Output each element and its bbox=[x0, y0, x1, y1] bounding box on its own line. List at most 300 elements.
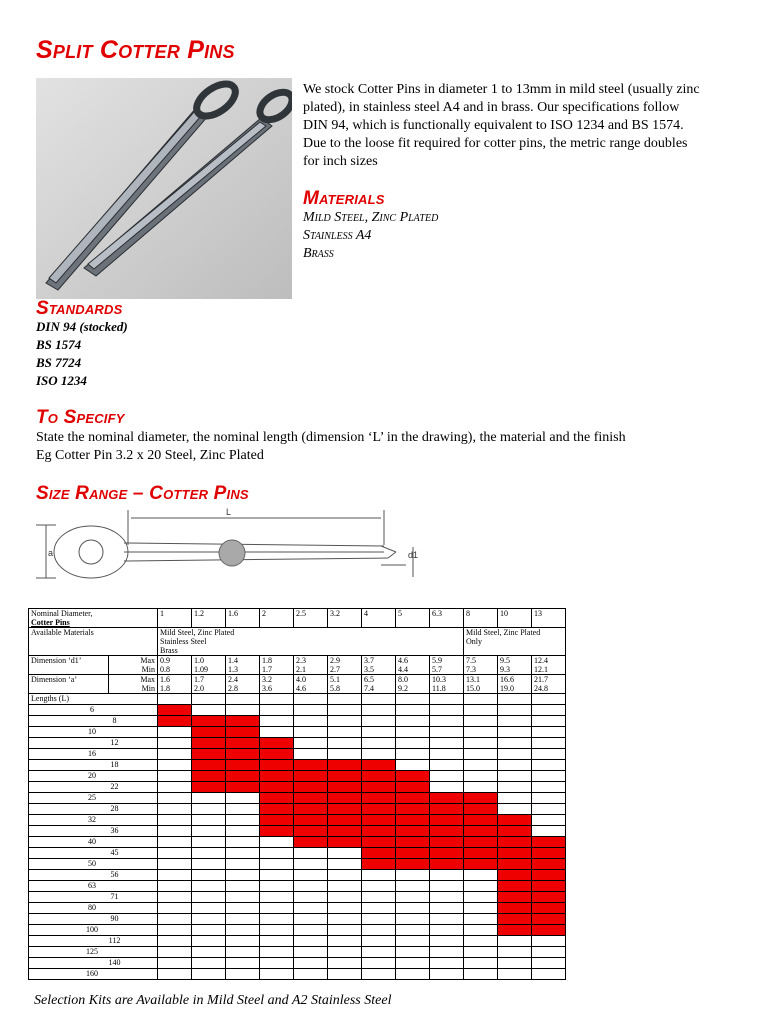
empty-cell bbox=[464, 727, 498, 738]
available-cell bbox=[260, 738, 294, 749]
available-cell bbox=[498, 859, 532, 870]
available-cell bbox=[226, 738, 260, 749]
material-item: Stainless A4 bbox=[303, 228, 372, 243]
empty-cell bbox=[226, 859, 260, 870]
length-row bbox=[29, 892, 566, 903]
length-label bbox=[29, 760, 158, 771]
available-cell bbox=[362, 837, 396, 848]
dimension-value bbox=[396, 656, 430, 675]
available-cell bbox=[498, 925, 532, 936]
min-value: 4.6 bbox=[296, 684, 306, 693]
max-value: 5.1 bbox=[330, 675, 340, 684]
empty-cell bbox=[498, 705, 532, 716]
empty-cell bbox=[328, 925, 362, 936]
available-cell bbox=[226, 782, 260, 793]
available-cell bbox=[294, 826, 328, 837]
diameter-cell: 5 bbox=[396, 609, 430, 628]
empty-cell bbox=[532, 749, 566, 760]
empty-cell bbox=[260, 903, 294, 914]
empty-cell bbox=[464, 771, 498, 782]
available-cell bbox=[192, 749, 226, 760]
empty-cell bbox=[158, 870, 192, 881]
max-value: 1.6 bbox=[160, 675, 170, 684]
max-value: 5.9 bbox=[432, 656, 442, 665]
length-row bbox=[29, 749, 566, 760]
length-label bbox=[29, 793, 158, 804]
available-cell bbox=[430, 859, 464, 870]
diameter-cell: 4 bbox=[362, 609, 396, 628]
empty-cell bbox=[532, 793, 566, 804]
available-cell bbox=[294, 793, 328, 804]
length-row bbox=[29, 705, 566, 716]
empty-cell bbox=[532, 804, 566, 815]
available-cell bbox=[294, 760, 328, 771]
min-value: 5.7 bbox=[432, 665, 442, 674]
dimension-value bbox=[294, 675, 328, 694]
empty-cell bbox=[192, 969, 226, 980]
available-cell bbox=[498, 892, 532, 903]
length-row bbox=[29, 848, 566, 859]
empty-cell bbox=[532, 969, 566, 980]
length-row bbox=[29, 837, 566, 848]
available-cell bbox=[328, 815, 362, 826]
dimension-value bbox=[260, 656, 294, 675]
available-cell bbox=[328, 793, 362, 804]
available-cell bbox=[192, 760, 226, 771]
length-row bbox=[29, 826, 566, 837]
length-label bbox=[29, 958, 158, 969]
empty-cell bbox=[464, 958, 498, 969]
empty-cell bbox=[362, 947, 396, 958]
min-label: Min bbox=[141, 684, 155, 693]
empty-cell bbox=[396, 738, 430, 749]
available-cell bbox=[260, 771, 294, 782]
min-value: 15.0 bbox=[466, 684, 480, 693]
length-value: 56 bbox=[110, 870, 119, 879]
empty-cell bbox=[260, 837, 294, 848]
empty-cell bbox=[158, 914, 192, 925]
empty-cell bbox=[226, 837, 260, 848]
empty-cell bbox=[328, 903, 362, 914]
available-cell bbox=[260, 826, 294, 837]
dimension-d1-label: Dimension ‘d1’ bbox=[29, 656, 109, 675]
empty-cell bbox=[498, 804, 532, 815]
empty-cell bbox=[430, 936, 464, 947]
empty-cell bbox=[464, 903, 498, 914]
available-cell bbox=[328, 837, 362, 848]
specify-example: Eg Cotter Pin 3.2 x 20 Steel, Zinc Plated bbox=[36, 448, 264, 463]
available-cell bbox=[430, 826, 464, 837]
available-cell bbox=[192, 716, 226, 727]
empty-cell bbox=[192, 925, 226, 936]
diameter-cell: 10 bbox=[498, 609, 532, 628]
empty-cell bbox=[498, 793, 532, 804]
empty-cell bbox=[498, 771, 532, 782]
length-label bbox=[29, 782, 158, 793]
length-row bbox=[29, 925, 566, 936]
size-table bbox=[28, 608, 566, 980]
empty-cell bbox=[362, 936, 396, 947]
empty-cell bbox=[498, 969, 532, 980]
empty-cell bbox=[328, 705, 362, 716]
empty-cell bbox=[226, 694, 260, 705]
max-value: 4.6 bbox=[398, 656, 408, 665]
length-value: 36 bbox=[110, 826, 119, 835]
diameter-cell: 2 bbox=[260, 609, 294, 628]
max-value: 1.7 bbox=[194, 675, 204, 684]
min-value: 12.1 bbox=[534, 665, 548, 674]
empty-cell bbox=[532, 694, 566, 705]
empty-cell bbox=[464, 716, 498, 727]
empty-cell bbox=[430, 727, 464, 738]
empty-cell bbox=[532, 716, 566, 727]
diameter-cell: 1.2 bbox=[192, 609, 226, 628]
empty-cell bbox=[294, 892, 328, 903]
empty-cell bbox=[158, 958, 192, 969]
length-value: 40 bbox=[88, 837, 96, 846]
empty-cell bbox=[464, 870, 498, 881]
available-cell bbox=[430, 804, 464, 815]
empty-cell bbox=[192, 870, 226, 881]
available-cell bbox=[532, 892, 566, 903]
length-label bbox=[29, 947, 158, 958]
empty-cell bbox=[226, 826, 260, 837]
length-value: 90 bbox=[110, 914, 119, 923]
standard-item: BS 7724 bbox=[36, 355, 82, 370]
length-value: 80 bbox=[88, 903, 96, 912]
available-cell bbox=[396, 826, 430, 837]
min-value: 1.7 bbox=[262, 665, 272, 674]
available-cell bbox=[328, 760, 362, 771]
dimension-a-label: Dimension ‘a’ bbox=[29, 675, 109, 694]
max-value: 3.2 bbox=[262, 675, 272, 684]
empty-cell bbox=[158, 848, 192, 859]
diameter-cell: 2.5 bbox=[294, 609, 328, 628]
max-label: Max bbox=[140, 656, 155, 665]
empty-cell bbox=[464, 782, 498, 793]
empty-cell bbox=[430, 870, 464, 881]
empty-cell bbox=[192, 914, 226, 925]
available-cell bbox=[498, 870, 532, 881]
min-value: 9.3 bbox=[500, 665, 510, 674]
empty-cell bbox=[294, 914, 328, 925]
empty-cell bbox=[498, 738, 532, 749]
empty-cell bbox=[158, 793, 192, 804]
length-label bbox=[29, 870, 158, 881]
available-cell bbox=[362, 782, 396, 793]
max-min-label bbox=[109, 675, 158, 694]
empty-cell bbox=[464, 947, 498, 958]
max-value: 7.5 bbox=[466, 656, 476, 665]
empty-cell bbox=[396, 936, 430, 947]
available-cell bbox=[396, 837, 430, 848]
available-cell bbox=[464, 815, 498, 826]
length-value: 8 bbox=[112, 716, 117, 725]
empty-cell bbox=[192, 958, 226, 969]
available-cell bbox=[362, 848, 396, 859]
empty-cell bbox=[532, 958, 566, 969]
available-cell bbox=[362, 859, 396, 870]
empty-cell bbox=[532, 705, 566, 716]
available-cell bbox=[294, 815, 328, 826]
empty-cell bbox=[328, 716, 362, 727]
empty-cell bbox=[532, 936, 566, 947]
available-cell bbox=[192, 782, 226, 793]
empty-cell bbox=[226, 705, 260, 716]
empty-cell bbox=[532, 947, 566, 958]
min-value: 1.09 bbox=[194, 665, 208, 674]
available-cell bbox=[260, 815, 294, 826]
empty-cell bbox=[260, 958, 294, 969]
available-cell bbox=[464, 848, 498, 859]
available-cell bbox=[260, 804, 294, 815]
empty-cell bbox=[362, 914, 396, 925]
empty-cell bbox=[158, 837, 192, 848]
empty-cell bbox=[362, 870, 396, 881]
available-cell bbox=[430, 848, 464, 859]
available-cell bbox=[498, 914, 532, 925]
available-cell bbox=[158, 716, 192, 727]
max-value: 2.4 bbox=[228, 675, 238, 684]
min-value: 0.8 bbox=[160, 665, 170, 674]
length-row bbox=[29, 760, 566, 771]
empty-cell bbox=[430, 958, 464, 969]
size-range-heading: Size Range – Cotter Pins bbox=[36, 483, 249, 504]
available-cell bbox=[260, 782, 294, 793]
min-label: Min bbox=[141, 665, 155, 674]
empty-cell bbox=[158, 969, 192, 980]
available-cell bbox=[430, 793, 464, 804]
empty-cell bbox=[158, 903, 192, 914]
available-cell bbox=[260, 793, 294, 804]
dimension-value bbox=[226, 656, 260, 675]
empty-cell bbox=[362, 694, 396, 705]
length-value: 25 bbox=[88, 793, 96, 802]
available-cell bbox=[498, 881, 532, 892]
available-cell bbox=[498, 837, 532, 848]
dim-d1-label: d1 bbox=[408, 550, 419, 560]
dimension-value bbox=[464, 675, 498, 694]
empty-cell bbox=[226, 903, 260, 914]
length-label bbox=[29, 815, 158, 826]
empty-cell bbox=[158, 826, 192, 837]
empty-cell bbox=[362, 749, 396, 760]
empty-cell bbox=[192, 705, 226, 716]
dim-l-label: L bbox=[226, 507, 232, 517]
empty-cell bbox=[226, 936, 260, 947]
available-cell bbox=[498, 848, 532, 859]
length-label bbox=[29, 705, 158, 716]
length-value: 112 bbox=[108, 936, 121, 945]
available-cell bbox=[362, 826, 396, 837]
empty-cell bbox=[328, 738, 362, 749]
available-cell bbox=[396, 815, 430, 826]
empty-cell bbox=[498, 958, 532, 969]
empty-cell bbox=[226, 925, 260, 936]
material-item: Mild Steel, Zinc Plated bbox=[303, 210, 439, 225]
empty-cell bbox=[192, 848, 226, 859]
empty-cell bbox=[430, 749, 464, 760]
available-cell bbox=[396, 782, 430, 793]
empty-cell bbox=[158, 782, 192, 793]
empty-cell bbox=[226, 914, 260, 925]
dimension-value bbox=[192, 675, 226, 694]
empty-cell bbox=[226, 870, 260, 881]
length-label bbox=[29, 892, 158, 903]
standard-item: ISO 1234 bbox=[36, 373, 87, 388]
length-value: 28 bbox=[110, 804, 119, 813]
length-label bbox=[29, 837, 158, 848]
available-cell bbox=[362, 815, 396, 826]
available-cell bbox=[192, 727, 226, 738]
empty-cell bbox=[362, 716, 396, 727]
length-label bbox=[29, 848, 158, 859]
cotter-pins-photo bbox=[36, 78, 292, 299]
length-row bbox=[29, 859, 566, 870]
diameter-header-label: Nominal Diameter, bbox=[31, 609, 93, 618]
empty-cell bbox=[430, 881, 464, 892]
available-cell bbox=[260, 749, 294, 760]
standards-heading: Standards bbox=[36, 298, 123, 319]
empty-cell bbox=[328, 958, 362, 969]
empty-cell bbox=[260, 870, 294, 881]
empty-cell bbox=[430, 771, 464, 782]
max-value: 4.0 bbox=[296, 675, 306, 684]
length-value: 6 bbox=[90, 705, 94, 714]
empty-cell bbox=[294, 881, 328, 892]
min-value: 2.0 bbox=[194, 684, 204, 693]
empty-cell bbox=[430, 969, 464, 980]
length-label bbox=[29, 749, 158, 760]
length-value: 71 bbox=[110, 892, 119, 901]
min-value: 24.8 bbox=[534, 684, 548, 693]
min-value: 4.4 bbox=[398, 665, 408, 674]
length-value: 12 bbox=[110, 738, 119, 747]
length-row bbox=[29, 782, 566, 793]
empty-cell bbox=[328, 881, 362, 892]
empty-cell bbox=[362, 958, 396, 969]
empty-cell bbox=[192, 903, 226, 914]
empty-cell bbox=[464, 760, 498, 771]
length-value: 16 bbox=[88, 749, 96, 758]
dimension-value bbox=[192, 656, 226, 675]
empty-cell bbox=[294, 870, 328, 881]
table-header-row bbox=[29, 609, 566, 628]
available-cell bbox=[464, 826, 498, 837]
available-cell bbox=[532, 837, 566, 848]
max-value: 1.4 bbox=[228, 656, 238, 665]
empty-cell bbox=[260, 914, 294, 925]
length-value: 10 bbox=[88, 727, 96, 736]
empty-cell bbox=[396, 705, 430, 716]
dimension-value bbox=[328, 656, 362, 675]
empty-cell bbox=[158, 925, 192, 936]
dimension-value bbox=[464, 656, 498, 675]
available-cell bbox=[226, 771, 260, 782]
size-table-wrapper bbox=[28, 608, 566, 980]
dimension-value bbox=[260, 675, 294, 694]
max-value: 1.8 bbox=[262, 656, 272, 665]
available-cell bbox=[532, 870, 566, 881]
length-row bbox=[29, 958, 566, 969]
length-value: 160 bbox=[86, 969, 98, 978]
available-cell bbox=[294, 837, 328, 848]
length-label bbox=[29, 914, 158, 925]
empty-cell bbox=[158, 892, 192, 903]
empty-cell bbox=[158, 936, 192, 947]
empty-cell bbox=[158, 738, 192, 749]
diameter-cell: 6.3 bbox=[430, 609, 464, 628]
length-row bbox=[29, 793, 566, 804]
dimension-value bbox=[532, 675, 566, 694]
min-value: 1.3 bbox=[228, 665, 238, 674]
available-cell bbox=[396, 804, 430, 815]
empty-cell bbox=[226, 969, 260, 980]
page-title: Split Cotter Pins bbox=[36, 36, 235, 64]
available-cell bbox=[226, 716, 260, 727]
dimension-d1-row bbox=[29, 656, 566, 675]
dimension-value bbox=[396, 675, 430, 694]
dimension-value bbox=[498, 675, 532, 694]
length-value: 20 bbox=[88, 771, 96, 780]
min-value: 19.0 bbox=[500, 684, 514, 693]
empty-cell bbox=[498, 782, 532, 793]
empty-cell bbox=[192, 826, 226, 837]
length-label bbox=[29, 936, 158, 947]
available-cell bbox=[362, 793, 396, 804]
empty-cell bbox=[192, 804, 226, 815]
empty-cell bbox=[430, 760, 464, 771]
available-cell bbox=[328, 782, 362, 793]
available-cell bbox=[498, 815, 532, 826]
empty-cell bbox=[498, 947, 532, 958]
intro-paragraph: We stock Cotter Pins in diameter 1 to 13mm in mild steel (usually zinc plated), in stainless steel A4 and in brass. Our specifications follow DIN 94, which is functionally equivalent to ISO 1234 and BS 1574. Due to the loose fit required for cotter pins, the metric range doubles for inch sizes bbox=[303, 82, 700, 169]
empty-cell bbox=[464, 892, 498, 903]
empty-cell bbox=[226, 793, 260, 804]
length-value: 45 bbox=[110, 848, 119, 857]
specify-text: State the nominal diameter, the nominal length (dimension ‘L’ in the drawing), the material and the finish bbox=[36, 430, 626, 445]
length-label bbox=[29, 881, 158, 892]
min-value: 3.6 bbox=[262, 684, 272, 693]
empty-cell bbox=[294, 925, 328, 936]
empty-cell bbox=[294, 958, 328, 969]
empty-cell bbox=[430, 705, 464, 716]
min-value: 2.8 bbox=[228, 684, 238, 693]
min-value: 7.3 bbox=[466, 665, 476, 674]
available-cell bbox=[532, 925, 566, 936]
empty-cell bbox=[430, 903, 464, 914]
max-value: 16.6 bbox=[500, 675, 514, 684]
empty-cell bbox=[362, 727, 396, 738]
dimension-value bbox=[362, 656, 396, 675]
empty-cell bbox=[396, 925, 430, 936]
dim-a-label: a bbox=[48, 548, 54, 558]
empty-cell bbox=[158, 859, 192, 870]
empty-cell bbox=[158, 749, 192, 760]
empty-cell bbox=[192, 793, 226, 804]
diameter-cell: 8 bbox=[464, 609, 498, 628]
available-cell bbox=[294, 804, 328, 815]
available-cell bbox=[226, 727, 260, 738]
min-value: 2.1 bbox=[296, 665, 306, 674]
empty-cell bbox=[294, 738, 328, 749]
length-value: 22 bbox=[110, 782, 119, 791]
available-cell bbox=[430, 815, 464, 826]
min-value: 7.4 bbox=[364, 684, 374, 693]
dimension-a-row bbox=[29, 675, 566, 694]
materials-heading: Materials bbox=[303, 188, 385, 209]
empty-cell bbox=[464, 881, 498, 892]
